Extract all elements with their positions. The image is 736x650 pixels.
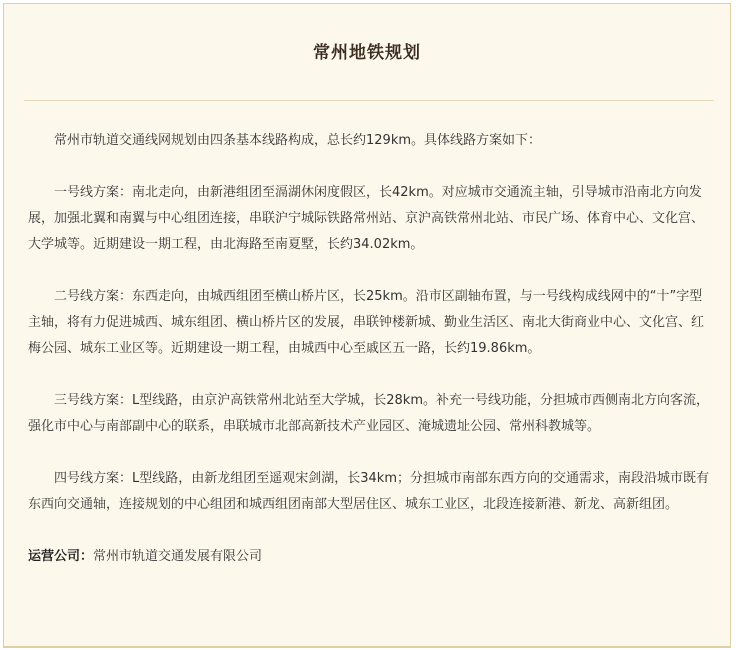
line-2-paragraph: 二号线方案：东西走向，由城西组团至横山桥片区，长25km。沿市区副轴布置，与一号线构成线网中的“十”字型主轴，将有力促进城西、城东组团、横山桥片区的发展，串联钟楼新城、勤业生活区、南北大街商业中心、文化宫、红梅公园、城东工业区等。近期建设一期工程，由城西中心至戚区五一路，长约19.86km。 — [28, 289, 705, 356]
operator-line — [28, 544, 714, 570]
line-4-paragraph: 四号线方案：L型线路，由新龙组团至遥观宋剑湖，长34km；分担城市南部东西方向的交通需求，南段沿城市既有东西向交通轴，连接规划的中心组团和城西组团南部大型居住区、城东工业区，北段连接新港、新龙、高新组团。 — [28, 471, 709, 512]
operator-label: 运营公司： — [28, 549, 94, 564]
intro-paragraph: 常州市轨道交通线网规划由四条基本线路构成，总长约129km。具体线路方案如下： — [54, 133, 542, 148]
line-3-paragraph: 三号线方案：L型线路，由京沪高铁常州北站至大学城，长28km。补充一号线功能，分担城市西侧南北方向客流，强化市中心与南部副中心的联系，串联城市北部高新技术产业园区、淹城遗址公园、常州科教城等。 — [28, 393, 709, 434]
article-panel — [3, 3, 731, 648]
operator-name: 常州市轨道交通发展有限公司 — [93, 549, 263, 564]
line-1-paragraph: 一号线方案：南北走向，由新港组团至滆湖休闲度假区，长42km。对应城市交通流主轴，引导城市沿南北方向发展，加强北翼和南翼与中心组团连接，串联沪宁城际铁路常州站、京沪高铁常州北站、市民广场、体育中心、文化宫、大学城等。近期建设一期工程，由北海路至南夏墅，长约34.02km。 — [28, 185, 705, 252]
article-body — [28, 128, 714, 570]
title-divider — [24, 100, 714, 101]
page-title: 常州地铁规划 — [313, 43, 421, 63]
